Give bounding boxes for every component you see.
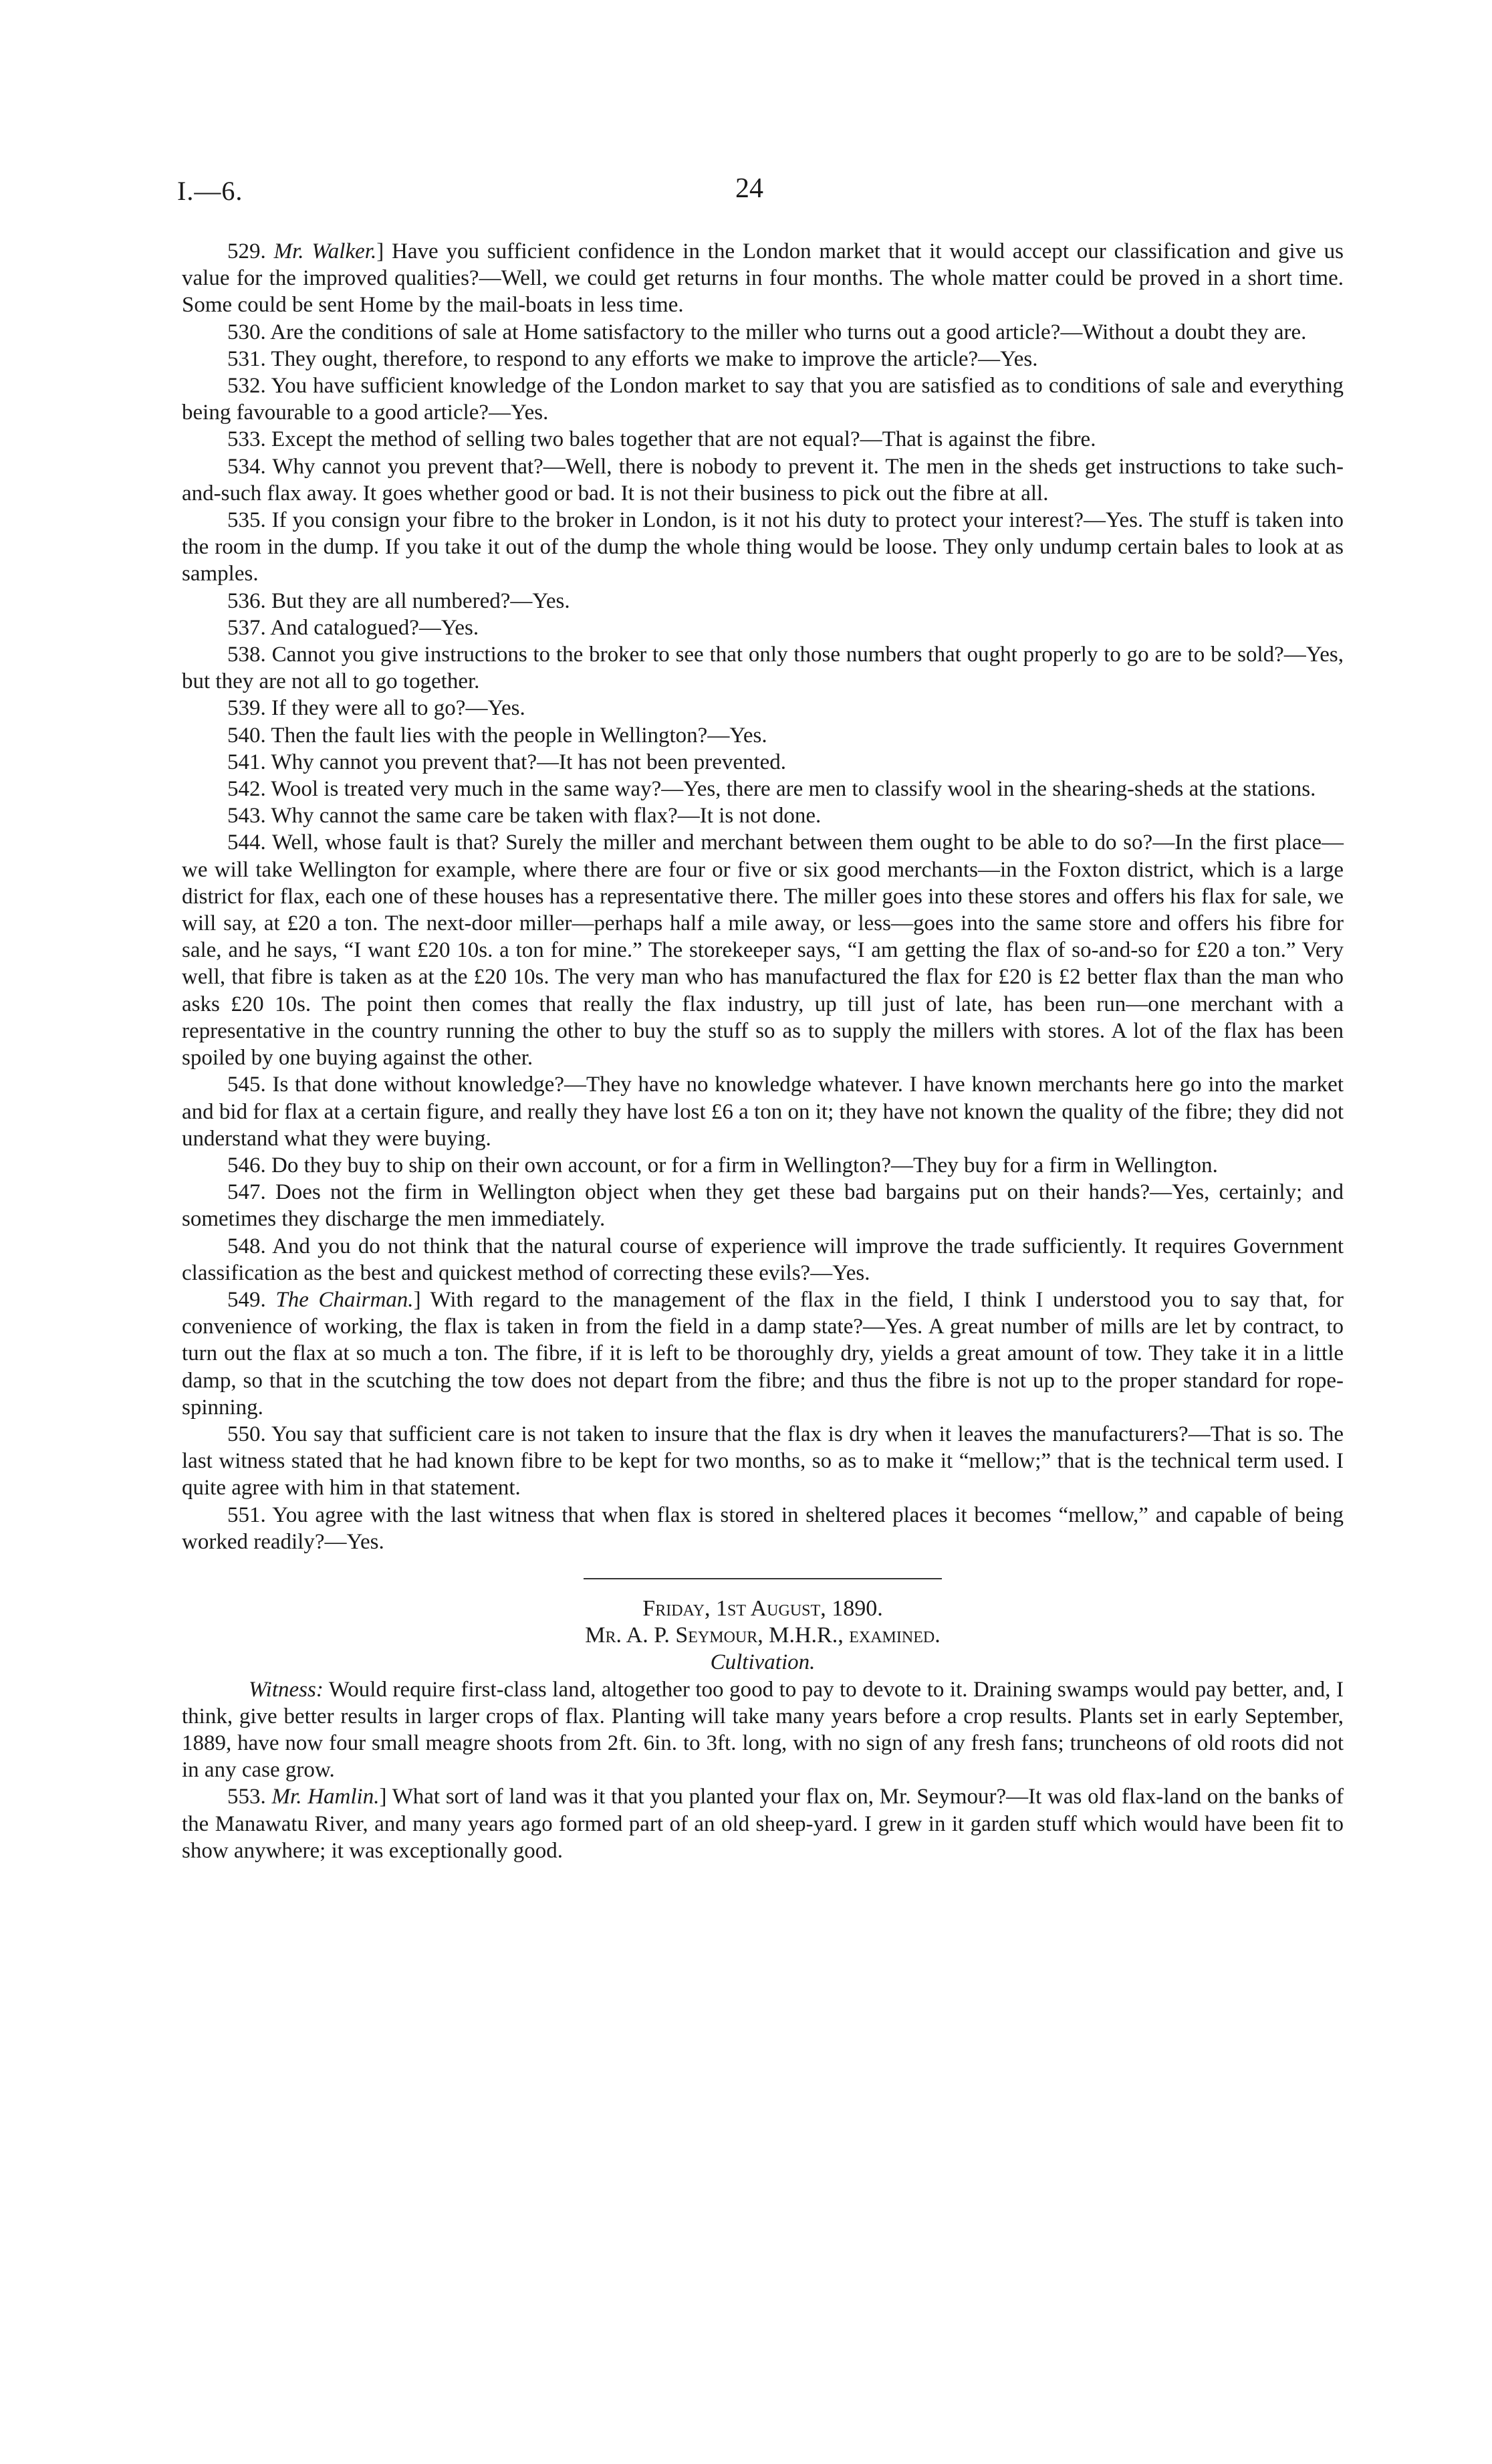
qa-paragraph: 530. Are the conditions of sale at Home satisfactory to the miller who turns out a good article?—Without a doubt they are. <box>227 320 1307 344</box>
qa-paragraph: 542. Wool is treated very much in the same way?—Yes, there are men to classify wool in the shearing-sheds at the stations. <box>227 777 1316 802</box>
qa-paragraph: 551. You agree with the last witness that when flax is stored in sheltered places it becomes “mellow,” and capable of being worked readily?—Yes. <box>182 1502 1344 1554</box>
qa-paragraph: 548. And you do not think that the natural course of experience will improve the trade sufficiently. It requires Government classification as the best and quickest method of correcting these evils?—Yes. <box>182 1234 1344 1285</box>
qa-paragraph: 538. Cannot you give instructions to the broker to see that only those numbers that ought properly to go are to be sold?—Yes, but they are not all to go together. <box>182 643 1344 694</box>
witness-label: Witness: <box>249 1677 324 1702</box>
qa-paragraph: 550. You say that sufficient care is not taken to insure that the flax is dry when it leaves the manufacturers?—That is so. The last witness stated that he had known fibre to be kept for two months, so as to make it “mellow;” that is the technical term used. I quite agree with him in that statement. <box>182 1422 1344 1500</box>
qa-paragraph: 532. You have sufficient knowledge of the London market to say that you are satisfied as to conditions of sale and everything being favourable to a good article?—Yes. <box>182 374 1344 425</box>
section-divider <box>584 1578 942 1579</box>
page-number: 24 <box>735 173 763 204</box>
qa-paragraph: 546. Do they buy to ship on their own account, or for a firm in Wellington?—They buy for a firm in Wellington. <box>227 1153 1218 1178</box>
qa-paragraph: 531. They ought, therefore, to respond to any efforts we make to improve the article?—Yes. <box>227 346 1038 371</box>
running-head: I.—6. <box>177 176 243 206</box>
witness-statement: Witness: Would require first-class land, altogether too good to pay to devote to it. Draining swamps would pay better, and, I think, give better results in larger crops of flax. Planting will take many years before a crop results. Plants set in early September, 1889, have now four small meagre shoots from 2ft. 6in. to 3ft. long, with no sign of any fresh fans; truncheons of old roots did not in any case grow. <box>182 1677 1344 1783</box>
witness-examined-heading: Mr. A. P. Seymour, M.H.R., examined. <box>585 1623 941 1648</box>
qa-paragraph: 545. Is that done without knowledge?—They have no knowledge whatever. I have known merchants here go into the market and bid for flax at a certain figure, and really they have lost £6 a ton on it; they have not known the quality of the fibre; they did not understand what they were buying. <box>182 1073 1344 1151</box>
qa-paragraph: 535. If you consign your fibre to the broker in London, is it not his duty to protect your interest?—Yes. The stuff is taken into the room in the dump. If you take it out of the dump the whole thing would be loose. They only undump certain bales to look at as samples. <box>182 508 1344 586</box>
page-header <box>0 175 1492 215</box>
subsection-heading: Cultivation. <box>710 1650 816 1675</box>
qa-paragraph: 543. Why cannot the same care be taken with flax?—It is not done. <box>227 804 822 828</box>
evidence-body <box>182 238 1344 1864</box>
qa-paragraph: 536. But they are all numbered?—Yes. <box>227 588 570 613</box>
qa-paragraph: 533. Except the method of selling two bales together that are not equal?—That is against the fibre. <box>227 427 1096 452</box>
qa-paragraph: 537. And catalogued?—Yes. <box>227 615 479 640</box>
qa-paragraph: 540. Then the fault lies with the people in Wellington?—Yes. <box>227 723 767 748</box>
qa-paragraph: 534. Why cannot you prevent that?—Well, there is nobody to prevent it. The men in the sheds get instructions to take such-and-such flax away. It goes whether good or bad. It is not their business to pick out the fibre at all. <box>182 454 1344 506</box>
qa-paragraph: 553. Mr. Hamlin.] What sort of land was it that you planted your flax on, Mr. Seymour?—It was old flax-land on the banks of the Manawatu River, and many years ago formed part of an old sheep-yard. I grew in it garden stuff which would have been fit to show anywhere; it was exceptionally good. <box>182 1785 1344 1863</box>
speaker-name: The Chairman. <box>275 1287 414 1312</box>
qa-paragraph: 529. Mr. Walker.] Have you sufficient confidence in the London market that it would accept our classification and give us value for the improved qualities?—Well, we could get returns in four months. The whole matter could be proved in a short time. Some could be sent Home by the mail-boats in less time. <box>182 239 1344 318</box>
speaker-name: Mr. Walker. <box>273 239 377 263</box>
qa-paragraph: 541. Why cannot you prevent that?—It has not been prevented. <box>227 750 787 774</box>
qa-paragraph: 547. Does not the firm in Wellington object when they get these bad bargains put on their hands?—Yes, certainly; and sometimes they discharge the men immediately. <box>182 1180 1344 1232</box>
qa-paragraph: 544. Well, whose fault is that? Surely the miller and merchant between them ought to be able to do so?—In the first place—we will take Wellington for example, where there are four or five or six good merchants—in the Foxton district, which is a large district for flax, each one of these houses has a representative there. The miller goes into these stores and offers his flax for sale, we will say, at £20 a ton. The next-door miller—perhaps half a mile away, or less—goes into the same store and offers his fibre for sale, and he says, “I want £20 10s. a ton for mine.” The storekeeper says, “I am getting the flax of so-and-so for £20 a ton.” Very well, that fibre is taken as at the £20 10s. The very man who has manufactured the flax for £20 is £2 better flax than the man who asks £20 10s. The point then comes that really the flax industry, up till just of late, has been run—one merchant with a representative in the country running the other to buy the stuff so as to supply the millers with stores. A lot of the flax has been spoiled by one buying against the other. <box>182 830 1344 1071</box>
qa-paragraph: 549. The Chairman.] With regard to the management of the flax in the field, I think I understood you to say that, for convenience of working, the flax is taken in from the field in a damp state?—Yes. A great number of mills are let by contract, to turn out the flax at so much a ton. The fibre, if it is left to be thoroughly dry, yields a great amount of tow. They take it in a little damp, so that in the scutching the tow does not depart from the fibre; and thus the fibre is not up to the proper standard for rope-spinning. <box>182 1287 1344 1420</box>
speaker-name: Mr. Hamlin. <box>271 1785 380 1809</box>
session-date: Friday, 1st August, 1890. <box>642 1595 883 1621</box>
qa-paragraph: 539. If they were all to go?—Yes. <box>227 696 525 721</box>
